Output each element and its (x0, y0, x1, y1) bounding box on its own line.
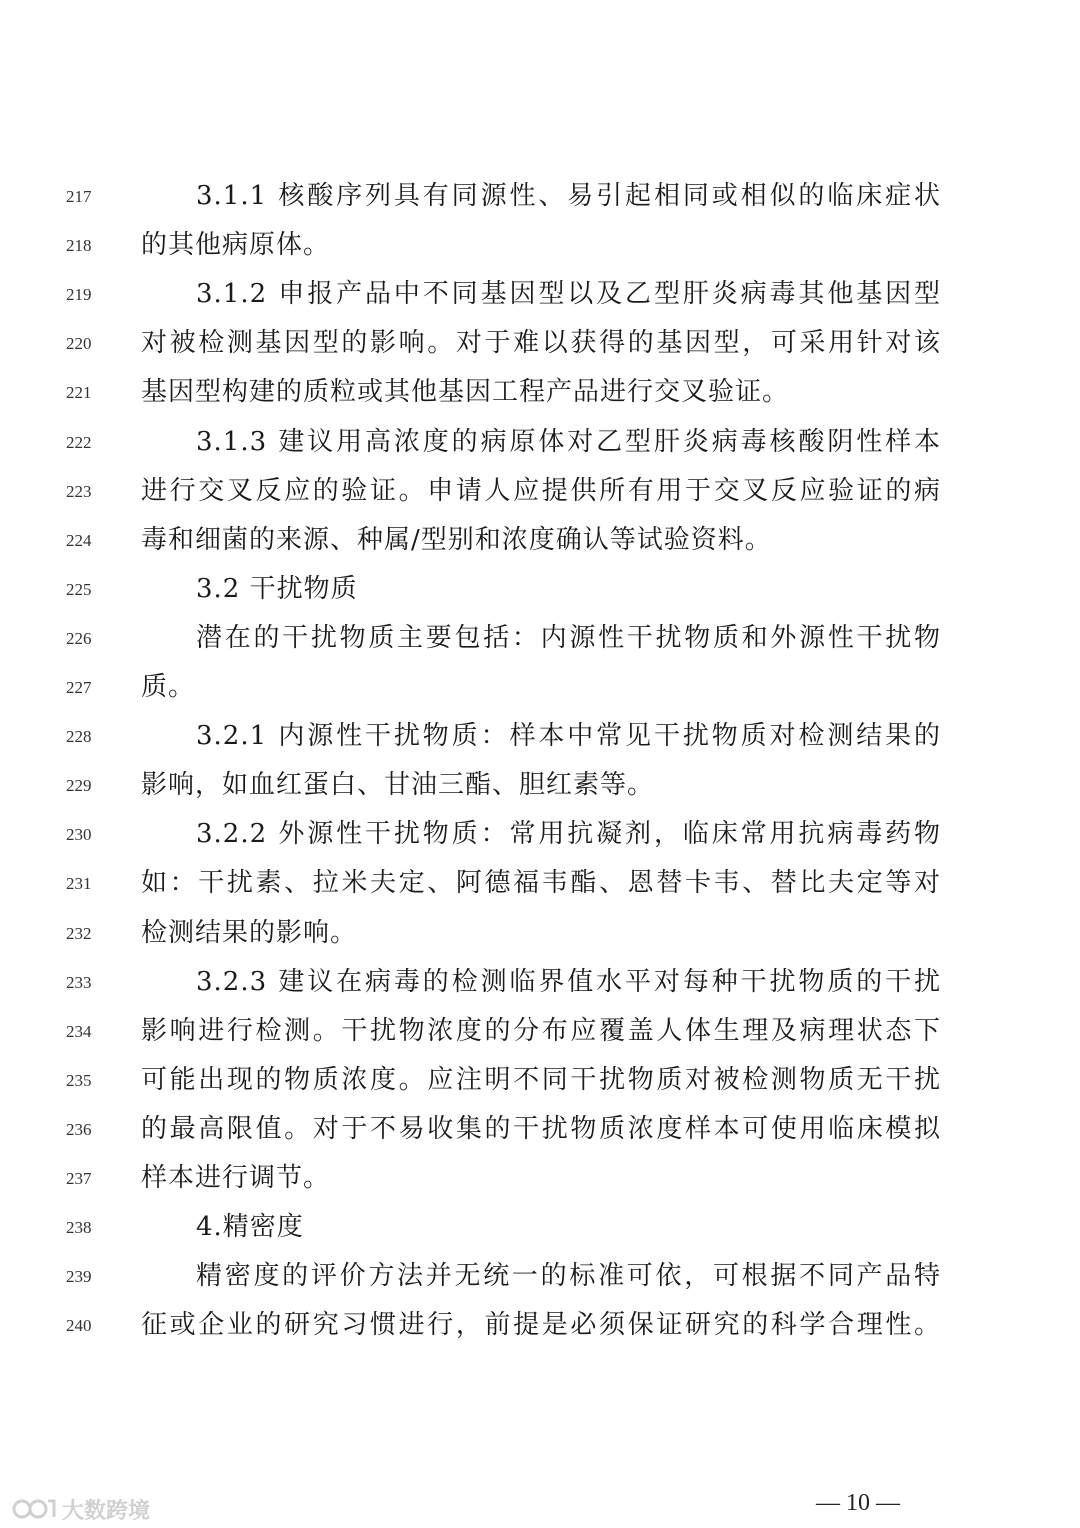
line-text: 潜在的干扰物质主要包括：内源性干扰物质和外源性干扰物 (196, 622, 941, 653)
line-number: 218 (66, 236, 92, 256)
line-number: 222 (66, 432, 92, 452)
watermark-logo-icon (12, 1497, 58, 1521)
line-text: 3.2 干扰物质 (196, 573, 358, 604)
line-text: 的其他病原体。 (141, 230, 331, 261)
line-text: 精密度的评价方法并无统一的标准可依，可根据不同产品特 (196, 1261, 941, 1292)
line-number: 240 (66, 1316, 92, 1336)
text-line (0, 1203, 1080, 1252)
page-number: — 10 — (816, 1490, 900, 1516)
line-text: 的最高限值。对于不易收集的干扰物质浓度样本可使用临床模拟 (141, 1113, 941, 1144)
text-line (0, 663, 1080, 712)
line-text: 如：干扰素、拉米夫定、阿德福韦酯、恩替卡韦、替比夫定等对 (141, 868, 941, 899)
line-number: 238 (66, 1218, 92, 1238)
line-number: 237 (66, 1169, 92, 1188)
line-number: 228 (66, 727, 92, 747)
text-line (0, 1154, 1080, 1203)
watermark-text: 大数跨境 (62, 1498, 151, 1524)
line-number: 231 (66, 874, 92, 894)
text-line (0, 565, 1080, 614)
text-line (0, 1007, 1080, 1056)
line-text: 影响进行检测。干扰物浓度的分布应覆盖人体生理及病理状态下 (141, 1015, 941, 1046)
text-line (0, 1301, 1080, 1350)
line-number: 223 (66, 481, 92, 501)
text-line (0, 1105, 1080, 1154)
line-text: 可能出现的物质浓度。应注明不同干扰物质对被检测物质无干扰 (141, 1064, 941, 1095)
text-line (0, 418, 1080, 467)
line-number: 220 (66, 334, 92, 354)
text-line (0, 221, 1080, 270)
line-text: 基因型构建的质粒或其他基因工程产品进行交叉验证。 (141, 377, 790, 408)
line-text: 影响，如血红蛋白、甘油三酯、胆红素等。 (141, 770, 655, 801)
line-text: 3.2.3 建议在病毒的检测临界值水平对每种干扰物质的干扰 (196, 966, 941, 997)
line-text: 征或企业的研究习惯进行，前提是必须保证研究的科学合理性。 (141, 1310, 941, 1341)
line-text: 检测结果的影响。 (141, 917, 358, 948)
line-text: 3.1.2 申报产品中不同基因型以及乙型肝炎病毒其他基因型 (196, 279, 941, 310)
text-line (0, 810, 1080, 859)
text-line (0, 172, 1080, 221)
text-line (0, 1056, 1080, 1105)
line-number: 227 (66, 678, 92, 697)
text-line (0, 516, 1080, 565)
line-number: 233 (66, 972, 92, 992)
line-text: 3.1.1 核酸序列具有同源性、易引起相同或相似的临床症状 (196, 181, 941, 211)
line-number: 239 (66, 1267, 92, 1287)
line-text: 质。 (141, 672, 196, 702)
line-number: 229 (66, 776, 92, 796)
line-text: 进行交叉反应的验证。申请人应提供所有用于交叉反应验证的病 (141, 475, 941, 506)
line-text: 3.2.1 内源性干扰物质：样本中常见干扰物质对检测结果的 (196, 721, 941, 752)
line-number: 224 (66, 530, 92, 550)
text-line (0, 958, 1080, 1007)
line-number: 230 (66, 825, 92, 845)
text-line (0, 712, 1080, 761)
text-line (0, 467, 1080, 516)
line-text: 样本进行调节。 (141, 1163, 331, 1193)
text-line (0, 909, 1080, 958)
text-line (0, 1252, 1080, 1301)
watermark (12, 1494, 150, 1524)
line-number: 236 (66, 1119, 92, 1139)
line-number: 226 (66, 628, 92, 648)
text-line (0, 761, 1080, 810)
line-number: 234 (66, 1021, 92, 1041)
line-text: 4.精密度 (196, 1212, 304, 1243)
line-number: 225 (66, 579, 92, 599)
line-number: 221 (66, 383, 92, 403)
line-text: 对被检测基因型的影响。对于难以获得的基因型，可采用针对该 (141, 328, 941, 359)
line-text: 3.2.2 外源性干扰物质：常用抗凝剂，临床常用抗病毒药物 (196, 819, 941, 850)
line-number: 217 (66, 187, 92, 206)
text-line (0, 319, 1080, 368)
text-line (0, 270, 1080, 319)
line-text: 毒和细菌的来源、种属/型别和浓度确认等试验资料。 (141, 524, 772, 555)
line-text: 3.1.3 建议用高浓度的病原体对乙型肝炎病毒核酸阴性样本 (196, 426, 941, 457)
line-number: 235 (66, 1070, 92, 1090)
line-number: 219 (66, 285, 92, 305)
text-line (0, 368, 1080, 417)
text-line (0, 614, 1080, 663)
text-line (0, 859, 1080, 908)
line-number: 232 (66, 923, 92, 943)
